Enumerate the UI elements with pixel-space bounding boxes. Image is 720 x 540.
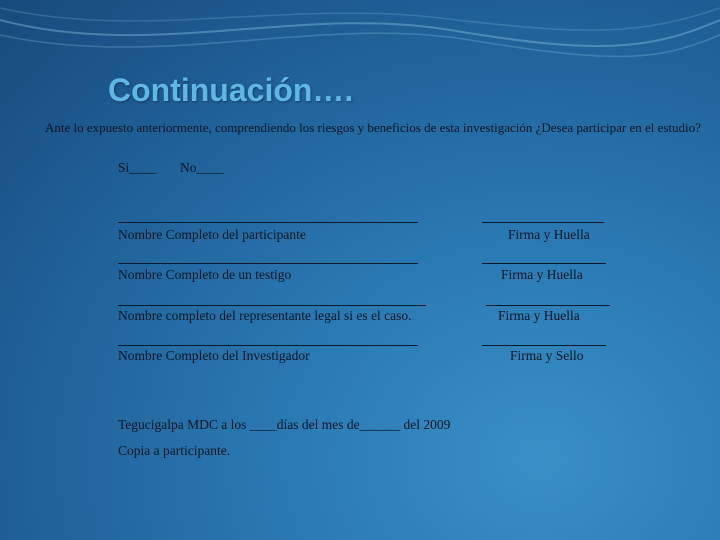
representative-name-label: Nombre completo del representante legal si es el caso.: [118, 308, 412, 323]
representative-signature-label: Firma y Huella: [498, 308, 580, 323]
consent-question: Ante lo expuesto anteriormente, comprendiendo los riesgos y beneficios de esta investigación ¿Desea participar en el estudio?: [45, 120, 701, 135]
participant-signature-label: Firma y Huella: [508, 227, 590, 242]
representative-name-line: [118, 305, 426, 306]
investigator-name-label: Nombre Completo del Investigador: [118, 348, 310, 363]
witness-signature-label: Firma y Huella: [501, 267, 583, 282]
participant-name-line: [118, 222, 418, 223]
no-option: No____: [180, 160, 224, 175]
participant-name-label: Nombre Completo del participante: [118, 227, 306, 242]
investigator-signature-line: [482, 345, 606, 346]
participant-signature-line: [482, 222, 604, 223]
investigator-signature-label: Firma y Sello: [510, 348, 584, 363]
slide-title: Continuación….: [108, 72, 354, 108]
place-date-line: Tegucigalpa MDC a los ____días del mes de______ del 2009: [118, 417, 451, 432]
representative-signature-line: [486, 305, 610, 306]
si-option: Si____: [118, 160, 157, 175]
copy-note: Copia a participante.: [118, 443, 231, 458]
witness-name-line: [118, 263, 418, 264]
witness-signature-line: [482, 263, 606, 264]
witness-name-label: Nombre Completo de un testigo: [118, 267, 292, 282]
investigator-name-line: [118, 345, 418, 346]
